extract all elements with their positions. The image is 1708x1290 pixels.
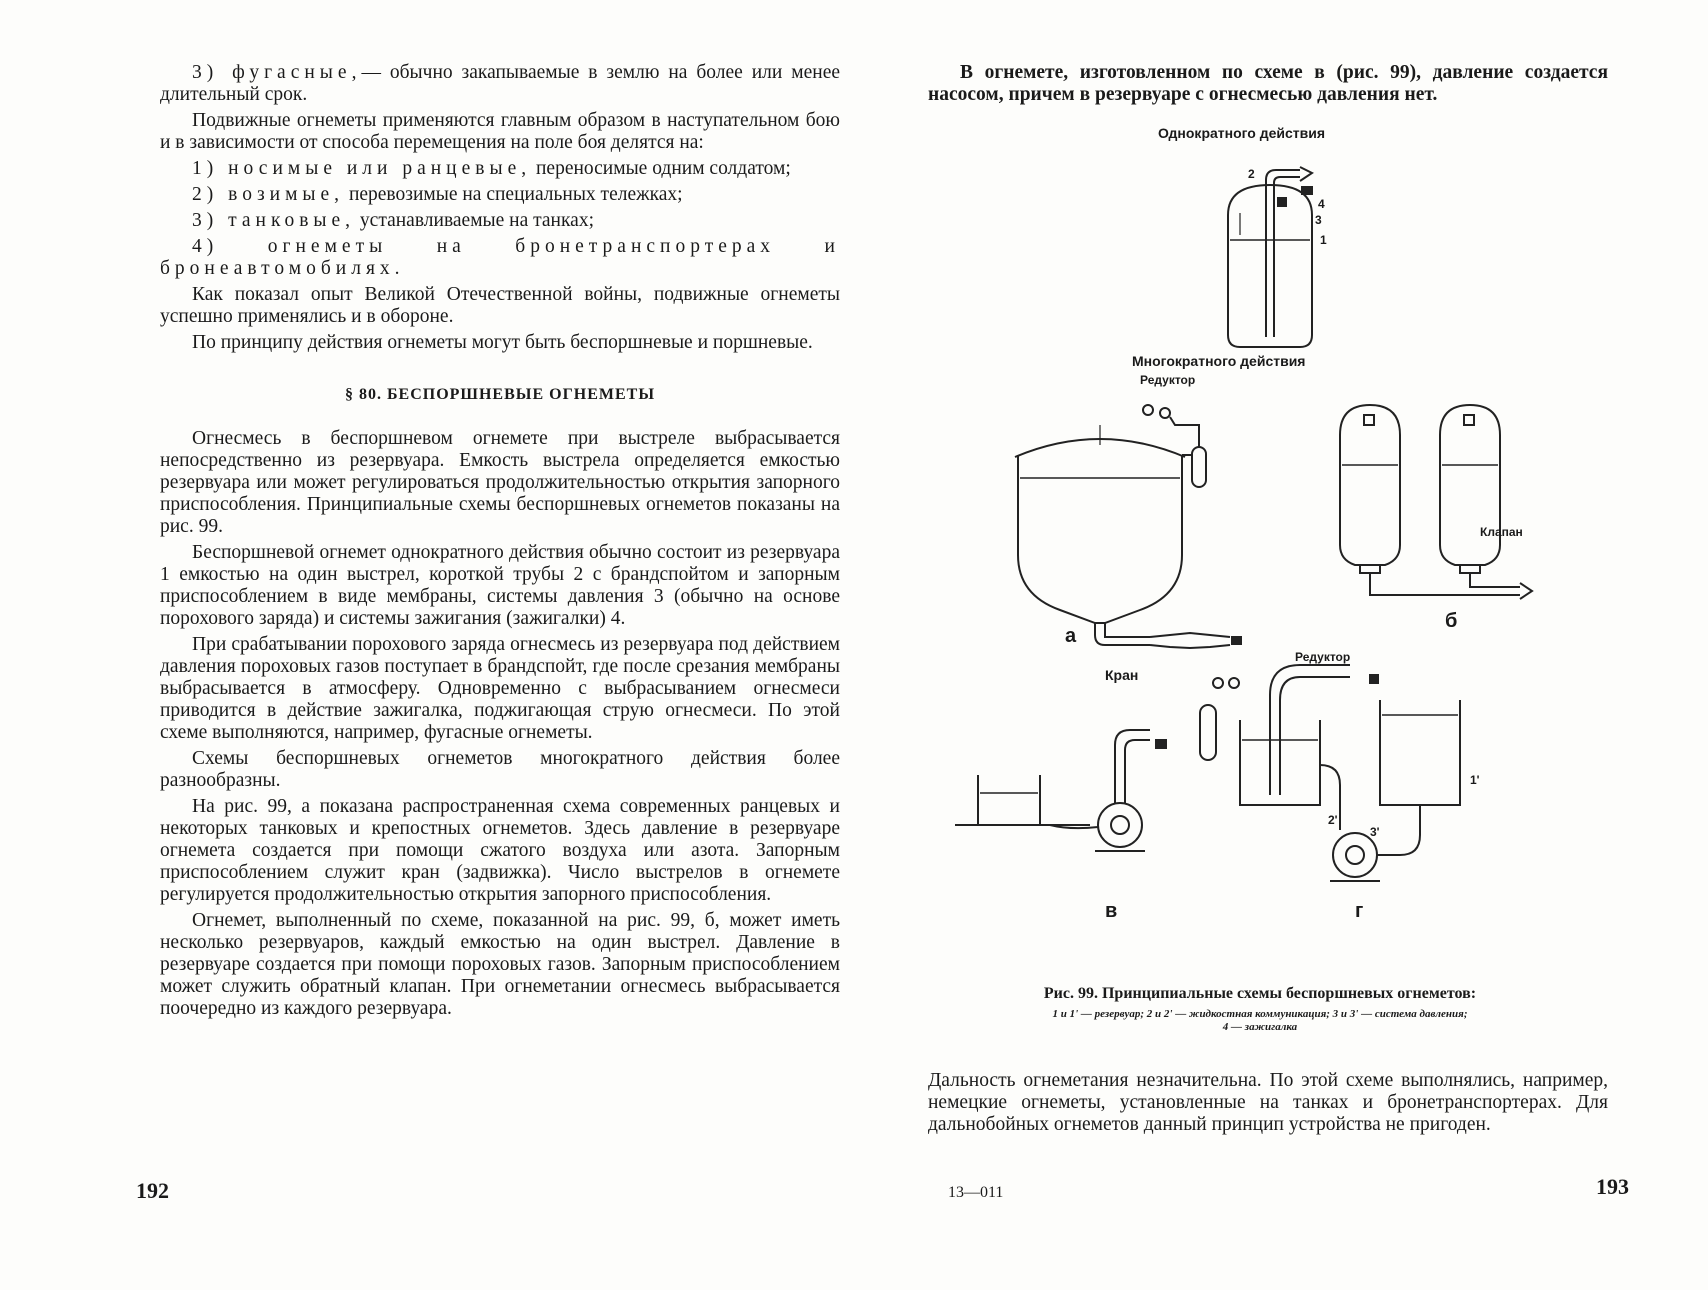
num-3: 3 — [1315, 213, 1322, 227]
list-item: 3) танковые, устанавливаемые на танках; — [192, 210, 594, 231]
paragraph: Как показал опыт Великой Отечественной войны, подвижные огнеметы успешно применялись и в обороне. — [160, 284, 840, 327]
figure-caption: Рис. 99. Принципиальные схемы беспоршневых огнеметов: — [1043, 985, 1477, 1002]
page-number-right: 193 — [1596, 1174, 1629, 1199]
list-item: 3) фугасные,— обычно закапываемые в землю на более или менее длительный срок. — [160, 62, 841, 105]
paragraph: В огнемете, изготовленном по схеме в (рис. 99), давление создается насосом, причем в резервуаре с огнесмесью давления нет. — [928, 62, 1608, 105]
num-2-prime: 2' — [1328, 813, 1338, 827]
paragraph: По принципу действия огнеметы могут быть беспоршневые и поршневые. — [192, 332, 813, 353]
figure-99 — [900, 125, 1620, 965]
page-number-left: 192 — [136, 1178, 169, 1203]
paragraph: Схемы беспоршневых огнеметов многократного действия более разнообразны. — [160, 748, 840, 791]
num-1-prime: 1' — [1470, 773, 1480, 787]
letter-a: а — [1065, 625, 1077, 647]
paragraph: На рис. 99, а показана распространенная схема современных ранцевых и некоторых танковых и крепостных огнеметов. Здесь давление в резервуаре огнемета создается при помощи сжатого воздуха или азота. Запорным приспособлением служит кран (задвижка). Число выстрелов в огнемете регулируется продолжительностью открытия запорного приспособления. — [160, 796, 840, 905]
list-item: 2) возимые, перевозимые на специальных тележках; — [192, 184, 683, 205]
paragraph: Дальность огнеметания незначительна. По этой схеме выполнялись, например, немецкие огнеметы, установленные на танках и бронетранспортерах. Для дальнобойных огнеметов данный принцип устройства не пригоден. — [928, 1070, 1608, 1135]
num-3-prime: 3' — [1370, 825, 1380, 839]
list-item: 1) носимые или ранцевые, переносимые одним солдатом; — [192, 158, 791, 179]
section-heading: § 80. БЕСПОРШНЕВЫЕ ОГНЕМЕТЫ — [344, 386, 656, 403]
scheme-single-tank — [1228, 167, 1312, 347]
num-2: 2 — [1248, 167, 1255, 181]
label-reducer-a: Редуктор — [1140, 373, 1196, 387]
list-item: 4) огнеметы на бронетранспортерах и бронеавтомобилях. — [160, 236, 840, 279]
paragraph: Огнесмесь в беспоршневом огнемете при выстреле выбрасывается непосредственно из резервуара. Емкость выстрела определяется емкостью резервуара или может регулироваться продолжительностью открытия запорного приспособления. Принципиальные схемы беспоршневых огнеметов показаны на рис. 99. — [160, 428, 840, 537]
figure-99-drawing — [900, 125, 1620, 965]
scheme-a — [1015, 405, 1241, 648]
num-1: 1 — [1320, 233, 1327, 247]
label-check-valve: Клапан — [1480, 525, 1523, 539]
letter-v: в — [1105, 900, 1118, 922]
paragraph: Огнемет, выполненный по схеме, показанной на рис. 99, б, может иметь несколько резервуаров, каждый емкостью на один выстрел. Давление в резервуаре создается при помощи пороховых газов. Запорным приспособлением может служить обратный клапан. При огнеметании огнесмесь выбрасывается поочередно из каждого резервуара. — [160, 910, 840, 1019]
scheme-v — [955, 730, 1166, 851]
paragraph: Беспоршневой огнемет однократного действия обычно состоит из резервуара 1 емкостью на один выстрел, короткой трубы 2 с брандспойтом и запорным приспособлением в виде мембраны, системы давления 3 (обычно на основе порохового заряда) и системы зажигания (зажигалки) 4. — [160, 542, 840, 629]
label-multi: Многократного действия — [1132, 353, 1306, 369]
scheme-b — [1340, 405, 1532, 599]
right-outro — [928, 1070, 1608, 1140]
scheme-g — [1200, 665, 1460, 881]
left-text-column — [160, 62, 840, 1020]
label-single: Однократного действия — [1158, 125, 1326, 141]
label-reducer-g: Редуктор — [1295, 650, 1351, 664]
paragraph: При срабатывании порохового заряда огнесмесь из резервуара под действием давления пороховых газов поступает в брандспойт, где после срезания мембраны выбрасывается в атмосферу. Одновременно с выбрасыванием огнесмеси приводится в действие зажигалка, поджигающая струю огнесмеси. По этой схеме выполняются, например, фугасные огнеметы. — [160, 634, 840, 743]
signature-mark: 13—011 — [948, 1184, 1004, 1201]
right-intro — [928, 62, 1608, 106]
num-4: 4 — [1318, 197, 1325, 211]
letter-g: г — [1355, 900, 1364, 922]
label-tap: Кран — [1105, 667, 1139, 683]
figure-legend: 1 и 1' — резервуар; 2 и 2' — жидкостная коммуникация; 3 и 3' — система давления; 4 — зажигалка — [1052, 1008, 1468, 1033]
paragraph: Подвижные огнеметы применяются главным образом в наступательном бою и в зависимости от способа перемещения на поле боя делятся на: — [160, 110, 840, 153]
letter-b: б — [1445, 610, 1458, 632]
